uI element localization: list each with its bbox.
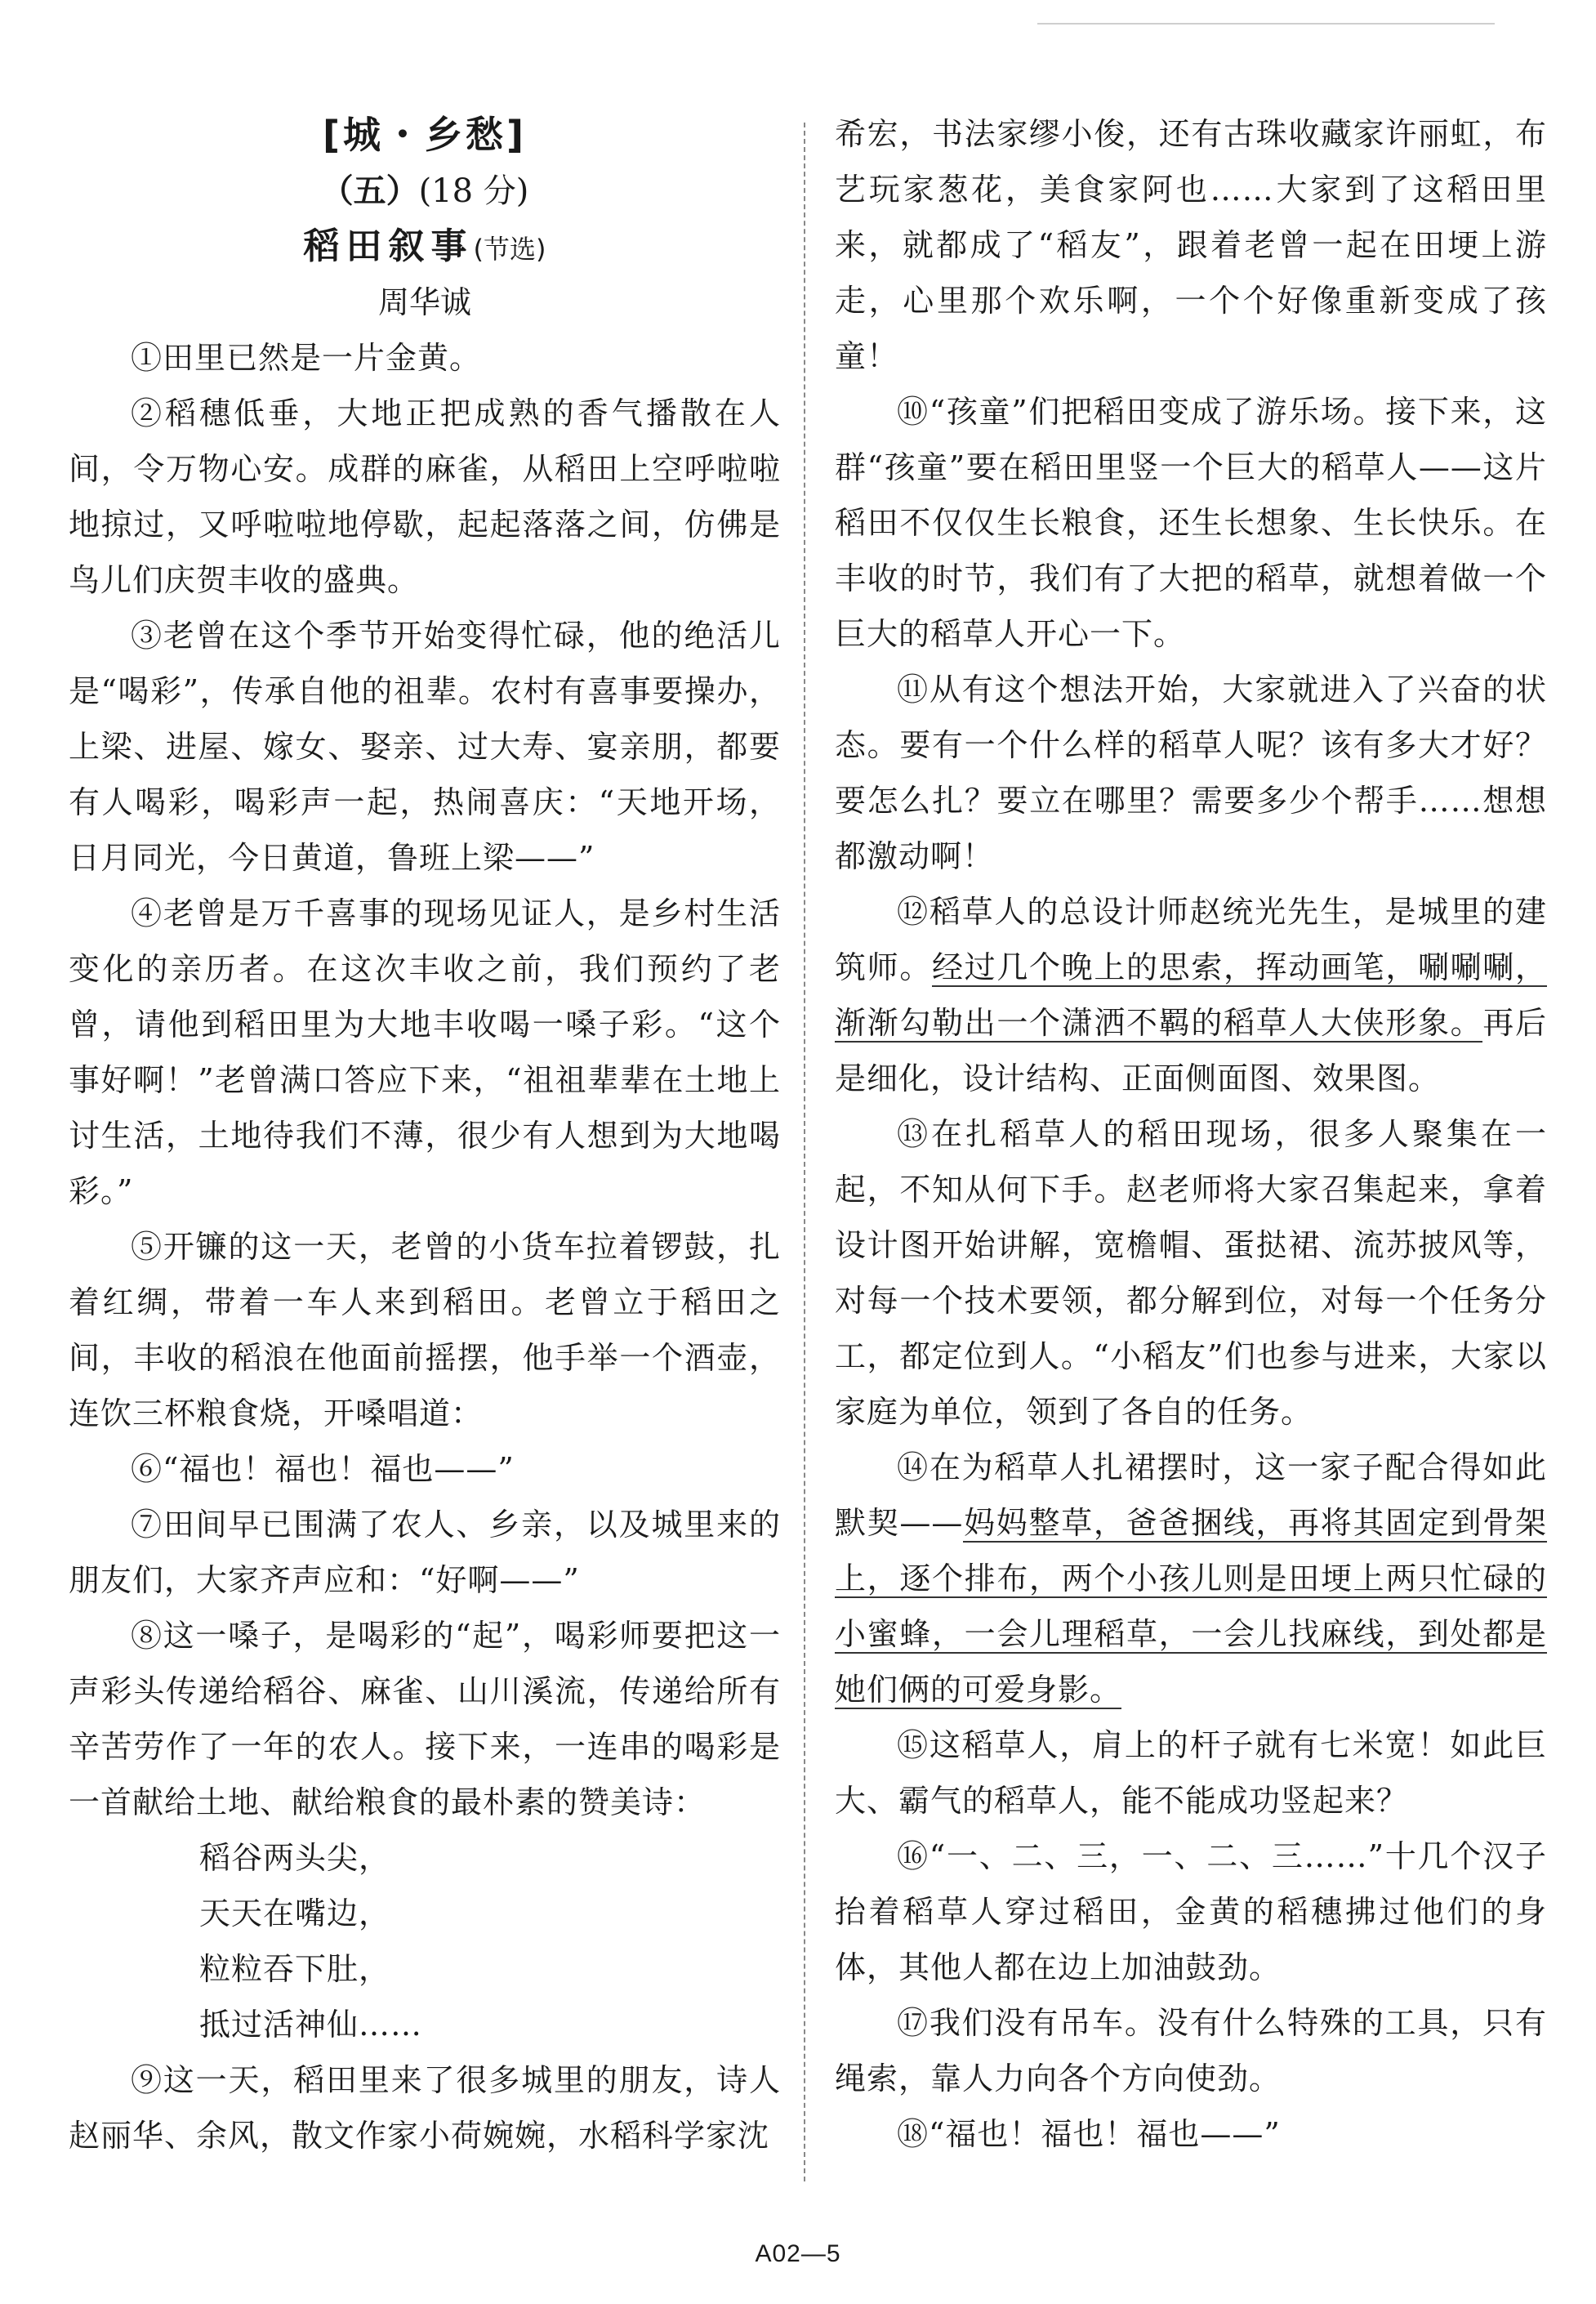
paragraph-5: ⑤开镰的这一天，老曾的小货车拉着锣鼓，扎着红绸，带着一车人来到稻田。老曾立于稻田之间，丰收的稻浪在他面前摇摆，他手举一个酒壶，连饮三杯粮食烧，开嗓唱道： bbox=[69, 1229, 781, 1431]
poem-line: 天天在嘴边， bbox=[199, 1895, 391, 1931]
column-divider bbox=[804, 123, 805, 2181]
paragraph-14-lead: ⑭在为稻草人扎裙摆时，这一家子配合得如此默契—— bbox=[835, 1449, 1547, 1541]
paragraph-3: ③老曾在这个季节开始变得忙碌，他的绝活儿是“喝彩”，传承自他的祖辈。农村有喜事要操办，上梁、进屋、嫁女、娶亲、过大寿、宴亲朋，都要有人喝彩，喝彩声一起，热闹喜庆：“天地开场，日月同光，今日黄道，鲁班上梁——” bbox=[69, 618, 781, 876]
paragraph-13: ⑬在扎稻草人的稻田现场，很多人聚集在一起，不知从何下手。赵老师将大家召集起来，拿着设计图开始讲解，宽檐帽、蛋挞裙、流苏披风等，对每一个技术要领，都分解到位，对每一个任务分工，都定位到人。“小稻友”们也参与进来，大家以家庭为单位，领到了各自的任务。 bbox=[835, 1116, 1547, 1430]
page-number: A02—5 bbox=[755, 2240, 841, 2267]
paragraph-12-underlined: 经过几个晚上的思索，挥动画笔，唰唰唰，渐渐勾勒出一个潇洒不羁的稻草人大侠形象。 bbox=[835, 949, 1547, 1041]
paragraph-6: ⑥“福也！福也！福也——” bbox=[131, 1451, 515, 1487]
paragraph-12-tail: 再后是细化，设计结构、正面侧面图、效果图。 bbox=[835, 1005, 1547, 1096]
paragraph-16: ⑯“一、二、三，一、二、三……”十几个汉子抬着稻草人穿过稻田，金黄的稻穗拂过他们的身体，其他人都在边上加油鼓劲。 bbox=[835, 1838, 1547, 1985]
poem-line: 稻谷两头尖， bbox=[199, 1840, 391, 1876]
paragraph-12-lead: ⑫稻草人的总设计师赵统光先生，是城里的建筑师。 bbox=[835, 894, 1547, 985]
paragraph-15: ⑮这稻草人，肩上的杆子就有七米宽！如此巨大、霸气的稻草人，能不能成功竖起来？ bbox=[835, 1727, 1547, 1819]
paragraph-10: ⑩“孩童”们把稻田变成了游乐场。接下来，这群“孩童”要在稻田里竖一个巨大的稻草人——这片稻田不仅仅生长粮食，还生长想象、生长快乐。在丰收的时节，我们有了大把的稻草，就想着做一个巨大的稻草人开心一下。 bbox=[835, 394, 1547, 652]
paragraph-17: ⑰我们没有吊车。没有什么特殊的工具，只有绳索，靠人力向各个方向使劲。 bbox=[835, 2005, 1547, 2096]
paragraph-8: ⑧这一嗓子，是喝彩的“起”，喝彩师要把这一声彩头传递给稻谷、麻雀、山川溪流，传递给所有辛苦劳作了一年的农人。接下来，一连串的喝彩是一首献给土地、献给粮食的最朴素的赞美诗： bbox=[69, 1618, 781, 1820]
header-block bbox=[69, 106, 781, 330]
left-column bbox=[69, 106, 781, 2163]
section-title: [城・乡愁] bbox=[322, 113, 528, 157]
paragraph-7: ⑦田间早已围满了农人、乡亲，以及城里来的朋友们，大家齐声应和：“好啊——” bbox=[69, 1507, 781, 1598]
paragraph-9-start: ⑨这一天，稻田里来了很多城里的朋友，诗人赵丽华、余风，散文作家小荷婉婉，水稻科学家沈 bbox=[69, 2062, 781, 2154]
paragraph-4: ④老曾是万千喜事的现场见证人，是乡村生活变化的亲历者。在这次丰收之前，我们预约了老曾，请他到稻田里为大地丰收喝一嗓子彩。“这个事好啊！”老曾满口答应下来，“祖祖辈辈在土地上讨生活，土地待我们不薄，很少有人想到为大地喝彩。” bbox=[69, 895, 781, 1209]
paragraph-14 bbox=[835, 1440, 1547, 1717]
article-title-note: (节选) bbox=[473, 234, 546, 265]
article-title bbox=[69, 219, 781, 275]
paragraph-12 bbox=[835, 884, 1547, 1106]
paragraph-1: ①田里已然是一片金黄。 bbox=[131, 340, 482, 376]
author: 周华诚 bbox=[377, 284, 471, 320]
paragraph-9-continued: 希宏，书法家缪小俊，还有古珠收藏家许丽虹，布艺玩家葱花，美食家阿也……大家到了这稻田里来，就都成了“稻友”，跟着老曾一起在田埂上游走，心里那个欢乐啊，一个个好像重新变成了孩童！ bbox=[835, 116, 1547, 374]
poem-line: 粒粒吞下肚， bbox=[199, 1951, 391, 1987]
paragraph-18: ⑱“福也！福也！福也——” bbox=[897, 2116, 1281, 2152]
right-column bbox=[835, 106, 1547, 2162]
part-label bbox=[69, 163, 781, 219]
paragraph-2: ②稻穗低垂，大地正把成熟的香气播散在人间，令万物心安。成群的麻雀，从稻田上空呼啦啦地掠过，又呼啦啦地停歇，起起落落之间，仿佛是鸟儿们庆贺丰收的盛典。 bbox=[69, 395, 781, 598]
article-title-text: 稻田叙事 bbox=[303, 225, 474, 267]
top-rule bbox=[1037, 23, 1495, 25]
part-score: (18 分) bbox=[418, 172, 529, 210]
poem-line: 抵过活神仙…… bbox=[199, 2007, 423, 2043]
part-number: （五） bbox=[320, 172, 419, 210]
paragraph-14-underlined: 妈妈整草，爸爸捆线，再将其固定到骨架上，逐个排布，两个小孩儿则是田埂上两只忙碌的小蜜蜂，一会儿理稻草，一会儿找麻线，到处都是她们俩的可爱身影。 bbox=[835, 1505, 1547, 1708]
paragraph-11: ⑪从有这个想法开始，大家就进入了兴奋的状态。要有一个什么样的稻草人呢？该有多大才好？要怎么扎？要立在哪里？需要多少个帮手……想想都激动啊！ bbox=[835, 672, 1547, 874]
